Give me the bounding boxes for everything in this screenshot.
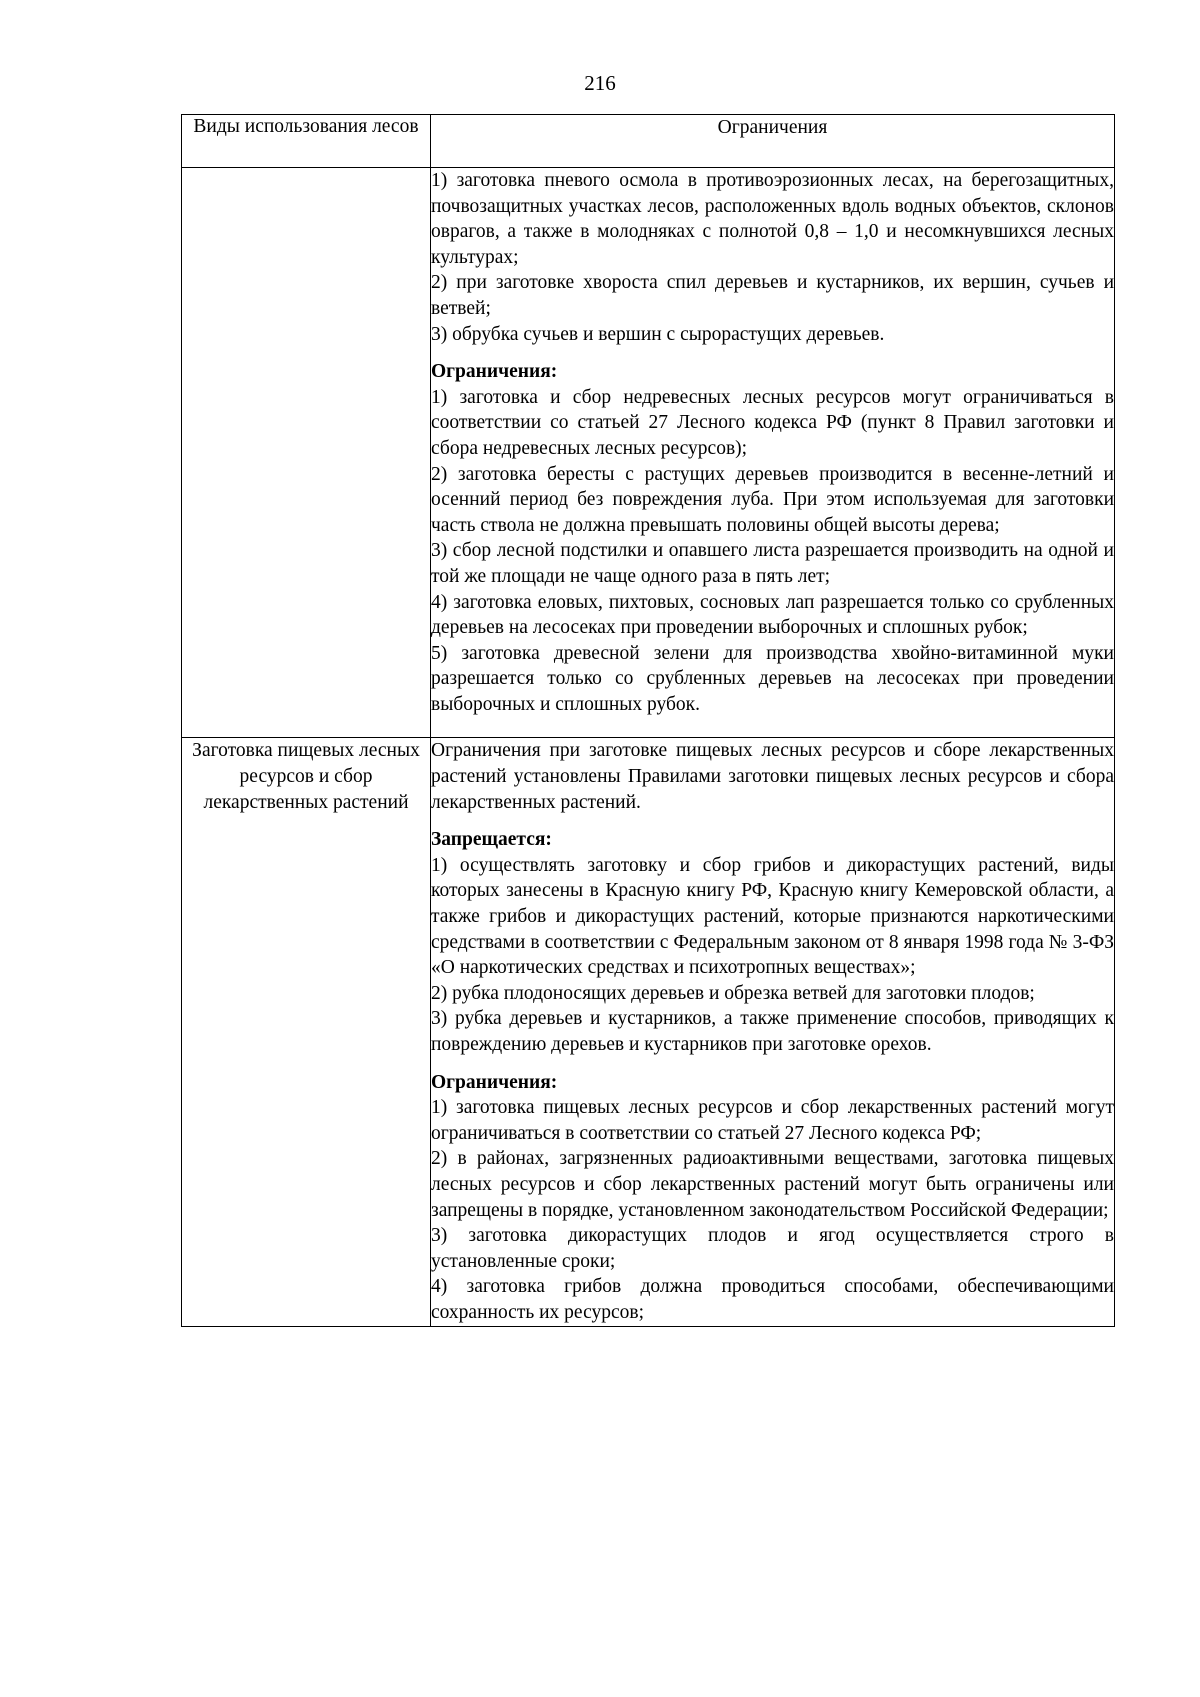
header-use-types: Виды использования лесов bbox=[182, 115, 431, 168]
section-heading: Запрещается: bbox=[431, 829, 552, 851]
list-item: 1) заготовка пищевых лесных ресурсов и сбор лекарственных растений могут ограничиваться в соответствии со статьей 27 Лесного кодекса РФ; bbox=[431, 1097, 1114, 1144]
restriction-block bbox=[431, 827, 1114, 1057]
section-heading: Ограничения: bbox=[431, 1071, 558, 1093]
list-item: 3) заготовка дикорастущих плодов и ягод осуществляется строго в установленные сроки; bbox=[431, 1225, 1114, 1272]
list-item: 2) в районах, загрязненных радиоактивными веществами, заготовка пищевых лесных ресурсов и сбор лекарственных растений могут быть ограничены или запрещены в порядке, установленном законодательством Российской Федерации; bbox=[431, 1148, 1114, 1221]
use-type-cell: Заготовка пищевых лесных ресурсов и сбор лекарственных растений bbox=[182, 738, 431, 1326]
restriction-block bbox=[431, 168, 1114, 347]
list-item: 4) заготовка грибов должна проводиться способами, обеспечивающими сохранность их ресурсов; bbox=[431, 1276, 1114, 1323]
list-item: 2) при заготовке хвороста спил деревьев и кустарников, их вершин, сучьев и ветвей; bbox=[431, 272, 1114, 319]
list-item: 2) рубка плодоносящих деревьев и обрезка ветвей для заготовки плодов; bbox=[431, 982, 1035, 1004]
restriction-block bbox=[431, 738, 1114, 815]
page-number: 216 bbox=[584, 71, 616, 95]
restriction-block bbox=[431, 359, 1114, 717]
restriction-block bbox=[431, 1070, 1114, 1326]
list-item: 3) рубка деревьев и кустарников, а также применение способов, приводящих к повреждению деревьев и кустарников при заготовке орехов. bbox=[431, 1008, 1114, 1055]
section-heading: Ограничения: bbox=[431, 361, 558, 383]
list-item: 1) заготовка пневого осмола в противоэрозионных лесах, на берегозащитных, почвозащитных участках лесов, расположенных вдоль водных объектов, склонов оврагов, а также в молодняках с полнотой 0,8 – 1,0 и несомкнувшихся лесных культурах; bbox=[431, 170, 1114, 268]
list-item: 1) осуществлять заготовку и сбор грибов и дикорастущих растений, виды которых занесены в Красную книгу РФ, Красную книгу Кемеровской области, а также грибов и дикорастущих растений, которые признаются наркотическими средствами в соответствии с Федеральным законом от 8 января 1998 года № 3-ФЗ «О наркотических средствах и психотропных веществах»; bbox=[431, 854, 1114, 979]
table-header-row bbox=[182, 115, 1115, 168]
list-item: Ограничения при заготовке пищевых лесных ресурсов и сборе лекарственных растений установлены Правилами заготовки пищевых лесных ресурсов и сбора лекарственных растений. bbox=[431, 740, 1114, 813]
use-type-cell bbox=[182, 168, 431, 738]
list-item: 5) заготовка древесной зелени для производства хвойно-витаминной муки разрешается только со срубленных деревьев на лесосеках при проведении выборочных и сплошных рубок. bbox=[431, 642, 1114, 715]
restrictions-cell bbox=[431, 168, 1115, 738]
list-item: 3) обрубка сучьев и вершин с сырорастущих деревьев. bbox=[431, 323, 885, 345]
list-item: 3) сбор лесной подстилки и опавшего листа разрешается производить на одной и той же площади не чаще одного раза в пять лет; bbox=[431, 540, 1114, 587]
list-item: 2) заготовка бересты с растущих деревьев производится в весенне-летний и осенний период без повреждения луба. При этом используемая для заготовки часть ствола не должна превышать половины общей высоты дерева; bbox=[431, 463, 1114, 536]
list-item: 4) заготовка еловых, пихтовых, сосновых лап разрешается только со срубленных деревьев на лесосеках при проведении выборочных и сплошных рубок; bbox=[431, 591, 1114, 639]
table-row bbox=[182, 168, 1115, 738]
list-item: 1) заготовка и сбор недревесных лесных ресурсов могут ограничиваться в соответствии со статьей 27 Лесного кодекса РФ (пункт 8 Правил заготовки и сбора недревесных лесных ресурсов); bbox=[431, 386, 1114, 459]
table-row bbox=[182, 738, 1115, 1326]
forest-use-restrictions-table bbox=[181, 114, 1115, 1327]
header-restrictions: Ограничения bbox=[431, 115, 1115, 168]
restrictions-cell bbox=[431, 738, 1115, 1326]
